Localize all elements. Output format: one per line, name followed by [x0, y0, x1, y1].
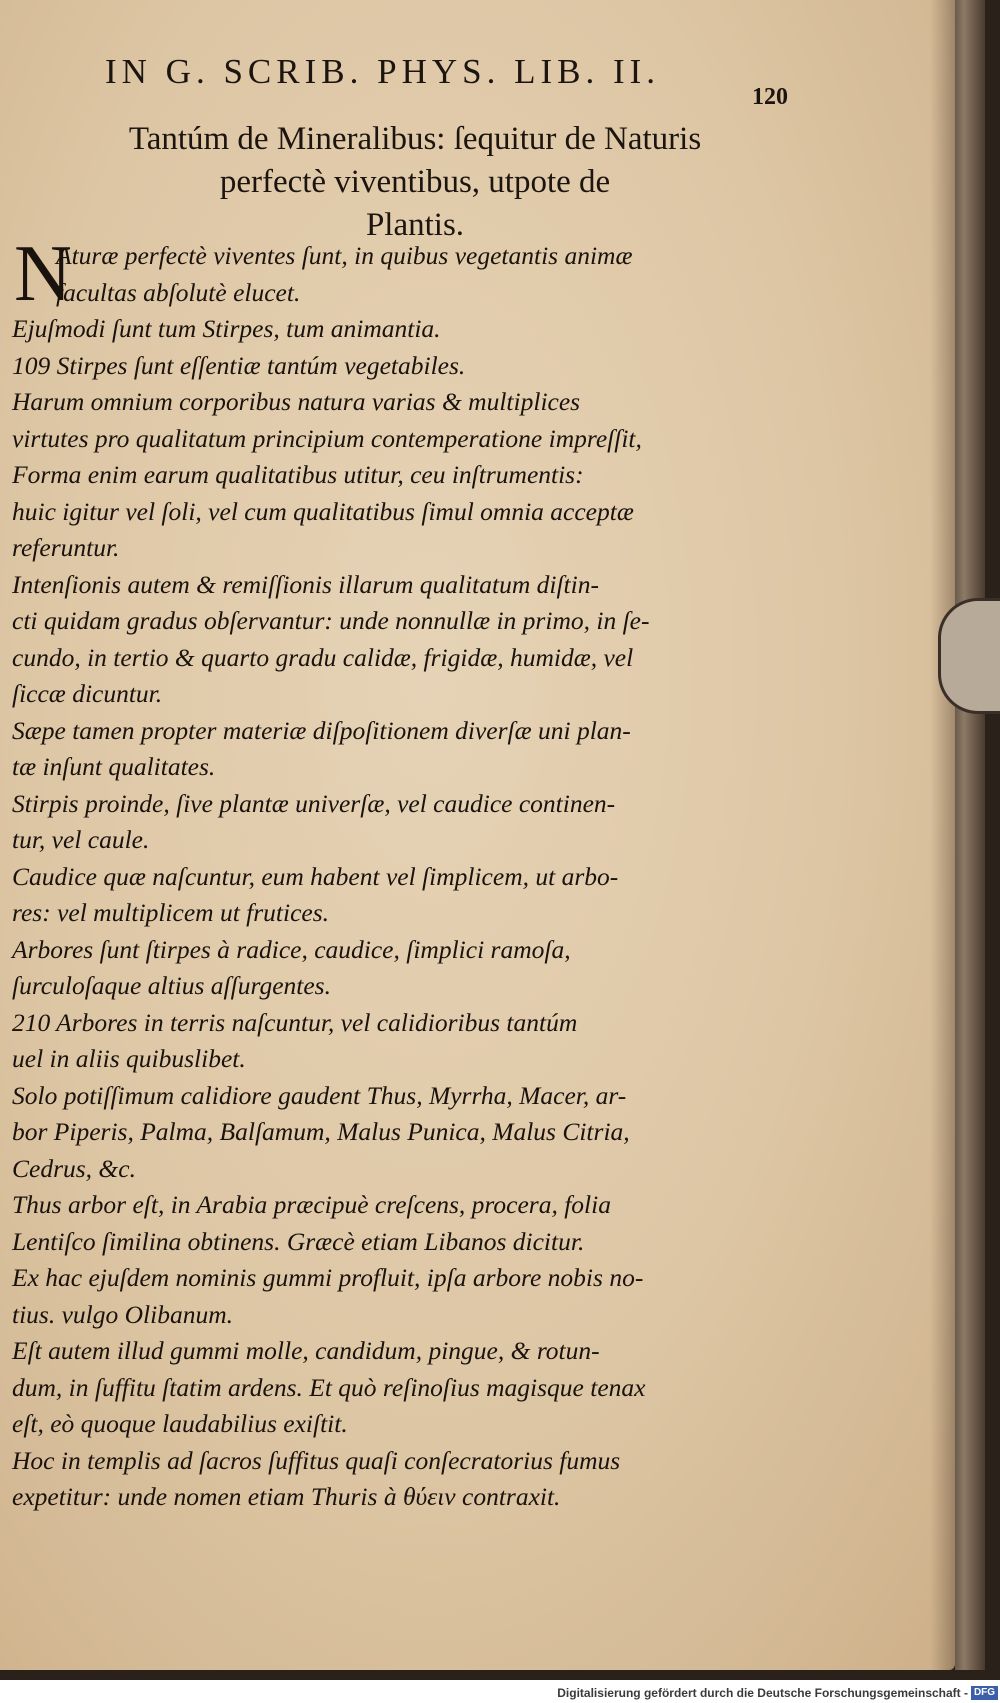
text-line: Thus arbor eſt, in Arabia præcipuè creſcens, procera, folia — [12, 1190, 611, 1219]
text-line: virtutes pro qualitatum principium contemperatione impreſſit, — [12, 423, 642, 453]
text-line: eſt, eò quoque laudabilius exiſtit. — [12, 1409, 348, 1438]
text-line: 210 Arbores in terris naſcuntur, vel calidioribus tantúm — [12, 1007, 578, 1037]
text-line: dum, in ſuffitu ſtatim ardens. Et quò reſinoſius magisque tenax — [12, 1372, 646, 1402]
text-line: uel in aliis quibuslibet. — [12, 1044, 246, 1073]
text-line: bor Piperis, Palma, Balſamum, Malus Punica, Malus Citria, — [12, 1117, 630, 1146]
text-line: Caudice quæ naſcuntur, eum habent vel ſimplicem, ut arbo- — [12, 861, 619, 891]
text-line: cti quidam gradus obſervantur: unde nonnullæ in primo, in ſe- — [12, 606, 650, 635]
text-line: Intenſionis autem & remiſſionis illarum qualitatum diſtin- — [12, 569, 599, 599]
body-text — [12, 238, 802, 1516]
text-line: Solo potiſſimum calidiore gaudent Thus, Myrrha, Macer, ar- — [12, 1080, 627, 1110]
text-line: tæ inſunt qualitates. — [12, 752, 216, 781]
dfg-logo: DFG — [971, 1686, 998, 1700]
text-line: referuntur. — [12, 533, 120, 562]
text-line: 109 Stirpes ſunt eſſentiæ tantúm vegetabiles. — [12, 350, 466, 380]
section-heading — [40, 118, 790, 247]
text-line: Arbores ſunt ſtirpes à radice, caudice, ſimplici ramoſa, — [12, 934, 571, 964]
heading-line: perfectè viventibus, utpote de — [219, 164, 611, 200]
text-line: expetitur: unde nomen etiam Thuris à θύειν contraxit. — [12, 1482, 561, 1511]
text-line: tius. vulgo Olibanum. — [12, 1299, 233, 1329]
heading-line: Plantis. — [365, 207, 465, 243]
text-line: Harum omnium corporibus natura varias & multiplices — [12, 387, 581, 416]
page-number: 120 — [752, 84, 788, 110]
heading-line: Tantúm de Mineralibus: ſequitur de Naturis — [128, 121, 702, 157]
text-line: Hoc in templis ad ſacros ſuffitus quaſi conſecratorius fumus — [12, 1445, 621, 1475]
book-clasp — [938, 598, 1000, 714]
text-line: Eſt autem illud gummi molle, candidum, pingue, & rotun- — [12, 1336, 600, 1365]
text-line: ſurculoſaque altius aſſurgentes. — [12, 971, 331, 1000]
text-line: Lentiſco ſimilina obtinens. Græcè etiam Libanos dicitur. — [12, 1226, 585, 1256]
text-line: Ex hac ejuſdem nominis gummi profluit, ipſa arbore nobis no- — [12, 1263, 644, 1292]
drop-cap: N — [14, 230, 72, 318]
text-line: huic igitur vel ſoli, vel cum qualitatibus ſimul omnia acceptæ — [12, 496, 634, 526]
text-line: ſiccæ dicuntur. — [12, 679, 163, 708]
text-line: Stirpis proinde, ſive plantæ univerſæ, vel caudice continen- — [12, 788, 616, 818]
text-line: Ejuſmodi ſunt tum Stirpes, tum animantia. — [12, 314, 441, 343]
text-line: Cedrus, &c. — [12, 1153, 136, 1183]
text-line: cundo, in tertio & quarto gradu calidæ, frigidæ, humidæ, vel — [12, 642, 634, 672]
page-gutter-shadow — [930, 0, 955, 1670]
book-edge — [955, 0, 985, 1670]
digitization-credit: Digitalisierung gefördert durch die Deutsche Forschungsgemeinschaft - — [557, 1686, 968, 1700]
text-line: facultas abſolutè elucet. — [56, 277, 301, 307]
text-line: Forma enim earum qualitatibus utitur, ceu inſtrumentis: — [12, 460, 584, 489]
running-head: IN G. SCRIB. PHYS. LIB. II. — [105, 52, 661, 91]
text-line: res: vel multiplicem ut frutices. — [12, 898, 330, 927]
text-line: Sæpe tamen propter materiæ diſpoſitionem diverſæ uni plan- — [12, 715, 631, 745]
text-line: Aturæ perfectè viventes ſunt, in quibus vegetantis animæ — [56, 241, 633, 270]
text-line: tur, vel caule. — [12, 825, 150, 854]
